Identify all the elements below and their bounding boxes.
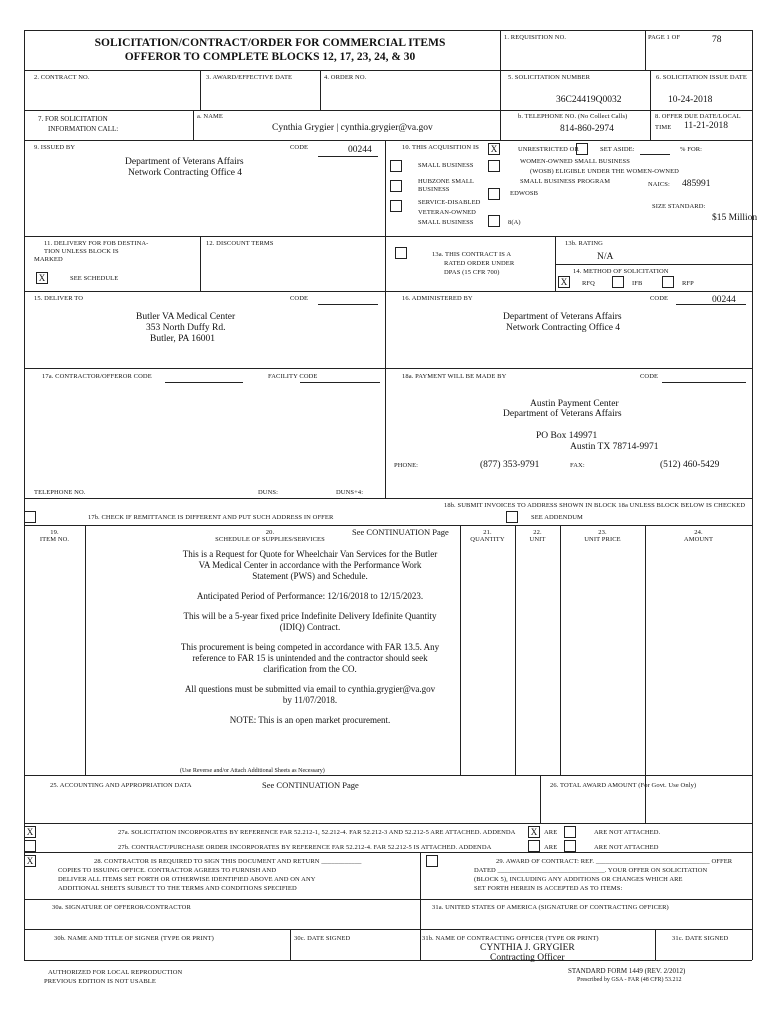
rating-label: 13b. RATING [565, 240, 603, 247]
clause-27b-checkbox[interactable] [24, 840, 36, 852]
rule [200, 236, 201, 291]
rule [645, 525, 646, 823]
col-23-num: 23. [598, 529, 607, 536]
hubzone-label-2: BUSINESS [418, 186, 450, 193]
clause-29-line3: (BLOCK 5), INCLUDING ANY ADDITIONS OR CHANGES WHICH ARE [474, 876, 683, 883]
col-19-num: 19. [50, 529, 59, 536]
rated-order-checkbox[interactable] [395, 247, 407, 259]
rule [500, 30, 501, 140]
discount-terms-label: 12. DISCOUNT TERMS [206, 240, 274, 247]
rule [24, 368, 752, 369]
rule [24, 852, 752, 853]
rule [385, 368, 386, 498]
clause-27b-text: 27b. CONTRACT/PURCHASE ORDER INCORPORATES BY REFERENCE FAR 52.212-4. FAR 52.212-5 IS ATTACHED. ADDENDA [118, 844, 492, 851]
issued-by-line1: Department of Veterans Affairs [125, 157, 244, 167]
requisition-no-label: 1. REQUISITION NO. [504, 34, 567, 41]
contracting-officer-title: Contracting Officer [490, 953, 565, 963]
rule [24, 236, 752, 237]
rule [645, 30, 646, 70]
schedule-description [180, 549, 440, 735]
footer-form-number: STANDARD FORM 1449 (REV. 2/2012) [568, 967, 686, 975]
col-20-num: 20. [265, 529, 275, 536]
contractor-label: 17a. CONTRACTOR/OFFEROR CODE [42, 373, 152, 380]
date-31c-label: 31c. DATE SIGNED [672, 935, 729, 942]
col-21-num: 21. [483, 529, 492, 536]
size-standard: $15 Million [712, 213, 758, 223]
clause-28-checkbox[interactable]: X [24, 855, 36, 867]
schedule-paragraph: This is a Request for Quote for Wheelchair Van Services for the Butler VA Medical Center in accordance with the Performance Work Statement (PWS) and Schedule. [182, 549, 438, 581]
rule [24, 30, 25, 960]
col-24-num: 24. [694, 529, 703, 536]
clause-29-checkbox[interactable] [426, 855, 438, 867]
signature-30a-label: 30a. SIGNATURE OF OFFEROR/CONTRACTOR [52, 904, 191, 911]
method-label: 14. METHOD OF SOLICITATION [573, 268, 669, 275]
rule [650, 70, 651, 140]
clause-28-line2: COPIES TO ISSUING OFFICE. CONTRACTOR AGREES TO FURNISH AND [58, 867, 277, 874]
rule [24, 498, 752, 499]
duns4-label: DUNS+4: [336, 489, 364, 496]
name-30b-label: 30b. NAME AND TITLE OF SIGNER (TYPE OR PRINT) [54, 935, 214, 942]
rule [385, 140, 386, 368]
form-title-line1: SOLICITATION/CONTRACT/ORDER FOR COMMERCIAL ITEMS [94, 37, 446, 49]
schedule-see-continuation: See CONTINUATION Page [352, 527, 449, 537]
rule [560, 525, 561, 775]
time-label: TIME [655, 124, 672, 131]
hubzone-label-1: HUBZONE SMALL [418, 178, 475, 185]
see-addendum-checkbox[interactable] [506, 511, 518, 523]
offer-due-label: 8. OFFER DUE DATE/LOCAL [655, 113, 741, 120]
delivery-label-3: MARKED [34, 256, 63, 263]
naics-label: NAICS: [648, 181, 670, 188]
pct-for-label: % FOR: [680, 146, 703, 153]
eight-a-checkbox[interactable] [488, 215, 500, 227]
rule [24, 899, 752, 900]
rule [24, 775, 752, 776]
administered-code-label: CODE [650, 295, 669, 302]
addenda-b-are-label: ARE [544, 844, 558, 851]
issued-by-code: 00244 [348, 145, 372, 155]
small-business-label: SMALL BUSINESS [418, 162, 474, 169]
col-24-label: AMOUNT [683, 536, 714, 543]
rule [320, 70, 321, 110]
code-underline [676, 304, 746, 305]
sdvosb-checkbox[interactable] [390, 200, 402, 212]
hubzone-checkbox[interactable] [390, 180, 402, 192]
payment-phone-label: PHONE: [394, 462, 419, 469]
rule [200, 70, 201, 110]
rule [752, 30, 753, 960]
acquisition-checkbox[interactable]: X [488, 143, 500, 155]
schedule-paragraph: This procurement is being competed in accordance with FAR 13.5. Any reference to FAR 15 is unintended and the contractor should seek clarification from the CO. [180, 642, 440, 674]
page-label: PAGE 1 OF [648, 34, 681, 41]
telephone-label: b. TELEPHONE NO. (No Collect Calls) [518, 113, 628, 120]
submit-invoices-label: 18b. SUBMIT INVOICES TO ADDRESS SHOWN IN BLOCK 18a UNLESS BLOCK BELOW IS CHECKED [444, 502, 746, 509]
payment-phone: (877) 353-9791 [480, 460, 540, 470]
code-underline [662, 382, 746, 383]
pct-underline [640, 154, 670, 155]
rule [24, 140, 752, 141]
accounting-label: 25. ACCOUNTING AND APPROPRIATION DATA [50, 782, 192, 789]
ifb-checkbox[interactable] [612, 276, 624, 288]
schedule-paragraph: NOTE: This is an open market procurement. [229, 715, 391, 725]
small-business-checkbox[interactable] [390, 160, 402, 172]
naics-code: 485991 [682, 179, 711, 189]
clause-28-line4: ADDITIONAL SHEETS SUBJECT TO THE TERMS AND CONDITIONS SPECIFIED [58, 885, 297, 892]
rule [24, 525, 752, 526]
addenda-are-label: ARE [544, 829, 558, 836]
col-22-label: UNIT [529, 536, 546, 543]
set-aside-checkbox[interactable] [576, 143, 588, 155]
col-19-label: ITEM NO. [39, 536, 70, 543]
issued-by-line2: Network Contracting Office 4 [128, 168, 243, 178]
see-schedule-checkbox[interactable]: X [36, 272, 48, 284]
see-schedule-label: SEE SCHEDULE [70, 275, 119, 282]
code-underline [318, 156, 378, 157]
rfp-label: RFP [682, 280, 694, 287]
rule [420, 852, 421, 960]
size-standard-label: SIZE STANDARD: [652, 203, 706, 210]
sdvosb-label-2: VETERAN-OWNED [418, 209, 476, 216]
rule [540, 775, 541, 823]
schedule-paragraph: Anticipated Period of Performance: 12/16/2018 to 12/15/2023. [196, 591, 424, 601]
name-31b-label: 31b. NAME OF CONTRACTING OFFICER (TYPE OR PRINT) [422, 935, 599, 942]
payment-line4: Austin TX 78714-9971 [570, 442, 659, 452]
see-addendum-label: SEE ADDENDUM [531, 514, 583, 521]
duns-label: DUNS: [258, 489, 279, 496]
addenda-b-are-not-label: ARE NOT ATTACHED [594, 844, 659, 851]
code-underline [318, 304, 378, 305]
clause-29-line2: DATED ________________________________. YOUR OFFER ON SOLICITATION [474, 867, 708, 874]
sdvosb-label-3: SMALL BUSINESS [418, 219, 474, 226]
rfq-checkbox[interactable]: X [558, 276, 570, 288]
wosb-label-3: SMALL BUSINESS PROGRAM [520, 178, 611, 185]
page-total: 78 [712, 35, 722, 45]
rated-label-3: DPAS (15 CFR 700) [444, 269, 500, 276]
unrestricted-label: UNRESTRICTED OR [518, 146, 579, 153]
rule [24, 70, 752, 71]
code-underline [165, 382, 243, 383]
clause-28-line1: 28. CONTRACTOR IS REQUIRED TO SIGN THIS DOCUMENT AND RETURN ____________ [94, 858, 362, 865]
award-date-label: 3. AWARD/EFFECTIVE DATE [206, 74, 293, 81]
addenda-b-are-not-checkbox[interactable] [564, 840, 576, 852]
payment-line1: Austin Payment Center [530, 399, 619, 409]
name-label: a. NAME [197, 113, 223, 120]
deliver-to-label: 15. DELIVER TO [34, 295, 84, 302]
administered-code: 00244 [712, 295, 736, 305]
rule [24, 30, 752, 31]
for-info-label-2: INFORMATION CALL: [48, 125, 119, 133]
footer-prescribed: Prescribed by GSA - FAR (48 CFR) 53.212 [577, 977, 682, 983]
acquisition-label: 10. THIS ACQUISITION IS [402, 144, 479, 151]
issue-date: 10-24-2018 [668, 95, 713, 105]
rule [24, 929, 752, 930]
offer-due-date: 11-21-2018 [684, 121, 728, 131]
facility-code-label: FACILITY CODE [268, 373, 318, 380]
col-23-label: UNIT PRICE [584, 536, 621, 543]
clause-29-line1: 29. AWARD OF CONTRACT: REF. __________________________________ OFFER [496, 858, 733, 865]
reverse-note: (Use Reverse and/or Attach Additional Sheets as Necessary) [180, 768, 325, 774]
clause-29-line4: SET FORTH HEREIN IS ACCEPTED AS TO ITEMS: [474, 885, 623, 892]
payment-fax-label: FAX: [570, 462, 585, 469]
rfq-label: RFQ [582, 280, 595, 287]
clause-28-line3: DELIVER ALL ITEMS SET FORTH OR OTHERWISE IDENTIFIED ABOVE AND ON ANY [58, 876, 316, 883]
rating-value: N/A [597, 252, 614, 262]
solicitation-number-label: 5. SOLICITATION NUMBER [508, 74, 591, 81]
contracting-officer-name: CYNTHIA J. GRYGIER [480, 943, 575, 953]
wosb-label-2: (WOSB) ELIGIBLE UNDER THE WOMEN-OWNED [530, 168, 679, 175]
clause-27a-text: 27a. SOLICITATION INCORPORATES BY REFERENCE FAR 52.212-1, 52.212-4. FAR 52.212-3 AND 52.212-5 ARE ATTACHED. ADDENDA [118, 829, 516, 836]
rule [515, 525, 516, 775]
edwosb-label: EDWOSB [510, 190, 539, 197]
set-aside-label: SET ASIDE: [600, 146, 635, 153]
payment-code-label: CODE [640, 373, 659, 380]
total-award-label: 26. TOTAL AWARD AMOUNT (For Govt. Use Only) [550, 782, 697, 789]
deliver-to-line3: Butler, PA 16001 [150, 334, 215, 344]
issued-by-code-label: CODE [290, 144, 309, 151]
ifb-label: IFB [632, 280, 643, 287]
footer-previous-edition: PREVIOUS EDITION IS NOT USABLE [44, 978, 156, 985]
schedule-paragraph: All questions must be submitted via email to cynthia.grygier@va.gov by 11/07/2018. [184, 684, 436, 705]
rule [24, 823, 752, 824]
accounting-see-continuation: See CONTINUATION Page [262, 780, 359, 790]
addenda-are-not-checkbox[interactable] [564, 826, 576, 838]
deliver-to-code-label: CODE [290, 295, 309, 302]
col-21-label: QUANTITY [470, 536, 505, 543]
signature-31a-label: 31a. UNITED STATES OF AMERICA (SIGNATURE OF CONTRACTING OFFICER) [432, 904, 669, 911]
col-22-num: 22. [533, 529, 542, 536]
rule [460, 525, 461, 775]
wosb-checkbox[interactable] [488, 160, 500, 172]
rule [655, 929, 656, 960]
addenda-are-checkbox[interactable]: X [528, 826, 540, 838]
rule [24, 960, 752, 961]
rule [85, 525, 86, 775]
payment-line2: Department of Veterans Affairs [503, 409, 622, 419]
payment-fax: (512) 460-5429 [660, 460, 720, 470]
code-underline [300, 382, 380, 383]
contact-name: Cynthia Grygier | cynthia.grygier@va.gov [272, 123, 433, 133]
eight-a-label: 8(A) [508, 219, 521, 226]
form-title-line2: OFFEROR TO COMPLETE BLOCKS 12, 17, 23, 24, & 30 [124, 51, 416, 63]
addenda-b-are-checkbox[interactable] [528, 840, 540, 852]
rule [290, 929, 291, 960]
rule [555, 264, 752, 265]
schedule-paragraph: This will be a 5-year fixed price Indefinite Delivery Idefinite Quantity (IDIQ) Contract. [183, 611, 437, 632]
footer-authorized: AUTHORIZED FOR LOCAL REPRODUCTION [48, 969, 183, 976]
wosb-label-1: WOMEN-OWNED SMALL BUSINESS [520, 158, 630, 165]
rfp-checkbox[interactable] [662, 276, 674, 288]
contract-no-label: 2. CONTRACT NO. [34, 74, 90, 81]
administered-line1: Department of Veterans Affairs [503, 312, 622, 322]
delivery-label-1: 11. DELIVERY FOR FOB DESTINA- [44, 240, 149, 247]
sdvosb-label-1: SERVICE-DISABLED [418, 199, 481, 206]
edwosb-checkbox[interactable] [488, 188, 500, 200]
addenda-are-not-label: ARE NOT ATTACHED. [594, 829, 661, 836]
order-no-label: 4. ORDER NO. [324, 74, 367, 81]
rule [24, 110, 752, 111]
for-info-label: 7. FOR SOLICITATION [38, 115, 108, 123]
deliver-to-line2: 353 North Duffy Rd. [146, 323, 226, 333]
contact-phone: 814-860-2974 [560, 124, 614, 134]
remittance-label: 17b. CHECK IF REMITTANCE IS DIFFERENT AND PUT SUCH ADDRESS IN OFFER [88, 514, 334, 521]
payment-label: 18a. PAYMENT WILL BE MADE BY [402, 373, 507, 380]
issue-date-label: 6. SOLICITATION ISSUE DATE [656, 74, 747, 81]
payment-line3: PO Box 149971 [536, 431, 598, 441]
administered-by-label: 16. ADMINISTERED BY [402, 295, 473, 302]
rule [193, 110, 194, 140]
rated-label-2: RATED ORDER UNDER [444, 260, 515, 267]
delivery-label-2: TION UNLESS BLOCK IS [44, 248, 119, 255]
rule [24, 291, 752, 292]
administered-line2: Network Contracting Office 4 [506, 323, 621, 333]
rated-label-1: 13a. THIS CONTRACT IS A [432, 251, 512, 258]
remittance-checkbox[interactable] [24, 511, 36, 523]
clause-27a-checkbox[interactable]: X [24, 826, 36, 838]
contractor-telephone-label: TELEPHONE NO. [34, 489, 86, 496]
deliver-to-line1: Butler VA Medical Center [136, 312, 236, 322]
solicitation-number: 36C24419Q0032 [556, 95, 622, 105]
issued-by-label: 9. ISSUED BY [34, 144, 76, 151]
col-20-label: SCHEDULE OF SUPPLIES/SERVICES [215, 536, 325, 543]
date-30c-label: 30c. DATE SIGNED [294, 935, 351, 942]
